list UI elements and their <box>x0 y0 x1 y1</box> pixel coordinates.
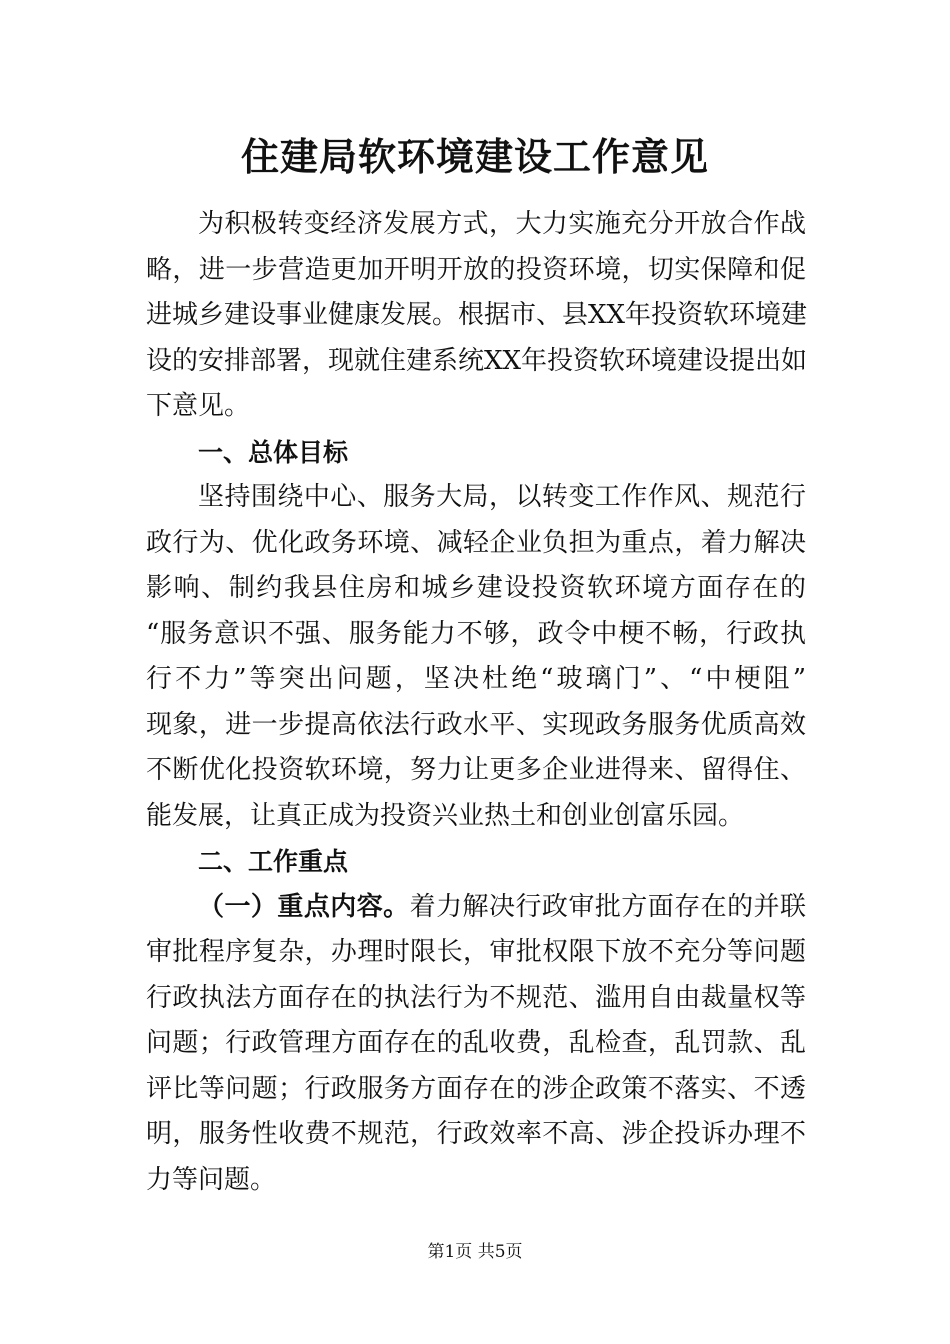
paragraph-line: 现象，进一步提高依法行政水平、实现政务服务优质高效 <box>146 709 806 740</box>
paragraph-text: 着力解决行政审批方面存在的并联 <box>409 891 806 922</box>
paragraph-line: 行政执法方面存在的执法行为不规范、滥用自由裁量权等 <box>146 982 806 1013</box>
paragraph-line: 评比等问题；行政服务方面存在的涉企政策不落实、不透 <box>146 1073 806 1104</box>
paragraph-line: 审批程序复杂，办理时限长，审批权限下放不充分等问题 <box>146 937 806 967</box>
paragraph-line: 政行为、优化政务环境、减轻企业负担为重点，着力解决 <box>146 527 806 558</box>
paragraph-line: 问题；行政管理方面存在的乱收费，乱检查，乱罚款、乱 <box>146 1028 806 1058</box>
section-heading: 一、总体目标 <box>198 437 349 467</box>
paragraph-line: 设的安排部署，现就住建系统XX年投资软环境建设提出如 <box>146 345 808 376</box>
paragraph-line: 下意见。 <box>146 391 251 421</box>
paragraph-line: 行不力”等突出问题，坚决杜绝“玻璃门”、“中梗阻” <box>146 664 806 694</box>
paragraph-line: 进城乡建设事业健康发展。根据市、县XX年投资软环境建 <box>146 300 808 330</box>
paragraph-line: 坚持围绕中心、服务大局，以转变工作作风、规范行 <box>198 482 806 512</box>
document-title: 住建局软环境建设工作意见 <box>240 134 709 179</box>
page-number: 第1页 共5页 <box>427 1242 523 1262</box>
section-heading: 二、工作重点 <box>198 847 349 876</box>
paragraph-line <box>146 885 806 931</box>
paragraph-line: 为积极转变经济发展方式，大力实施充分开放合作战 <box>198 209 806 239</box>
paragraph-line: 不断优化投资软环境，努力让更多企业进得来、留得住、 <box>146 755 806 785</box>
paragraph-line: 略，进一步营造更加开明开放的投资环境，切实保障和促 <box>146 254 806 285</box>
paragraph-line: 能发展，让真正成为投资兴业热土和创业创富乐园。 <box>146 800 745 831</box>
paragraph-line: 力等问题。 <box>146 1164 277 1195</box>
paragraph-line: “服务意识不强、服务能力不够，政令中梗不畅，行政执 <box>146 618 806 649</box>
paragraph-line: 明，服务性收费不规范，行政效率不高、涉企投诉办理不 <box>146 1119 806 1149</box>
subsection-lead: （一）重点内容。 <box>198 891 410 922</box>
paragraph-line: 影响、制约我县住房和城乡建设投资软环境方面存在的 <box>146 573 806 603</box>
document-body <box>146 202 806 1203</box>
